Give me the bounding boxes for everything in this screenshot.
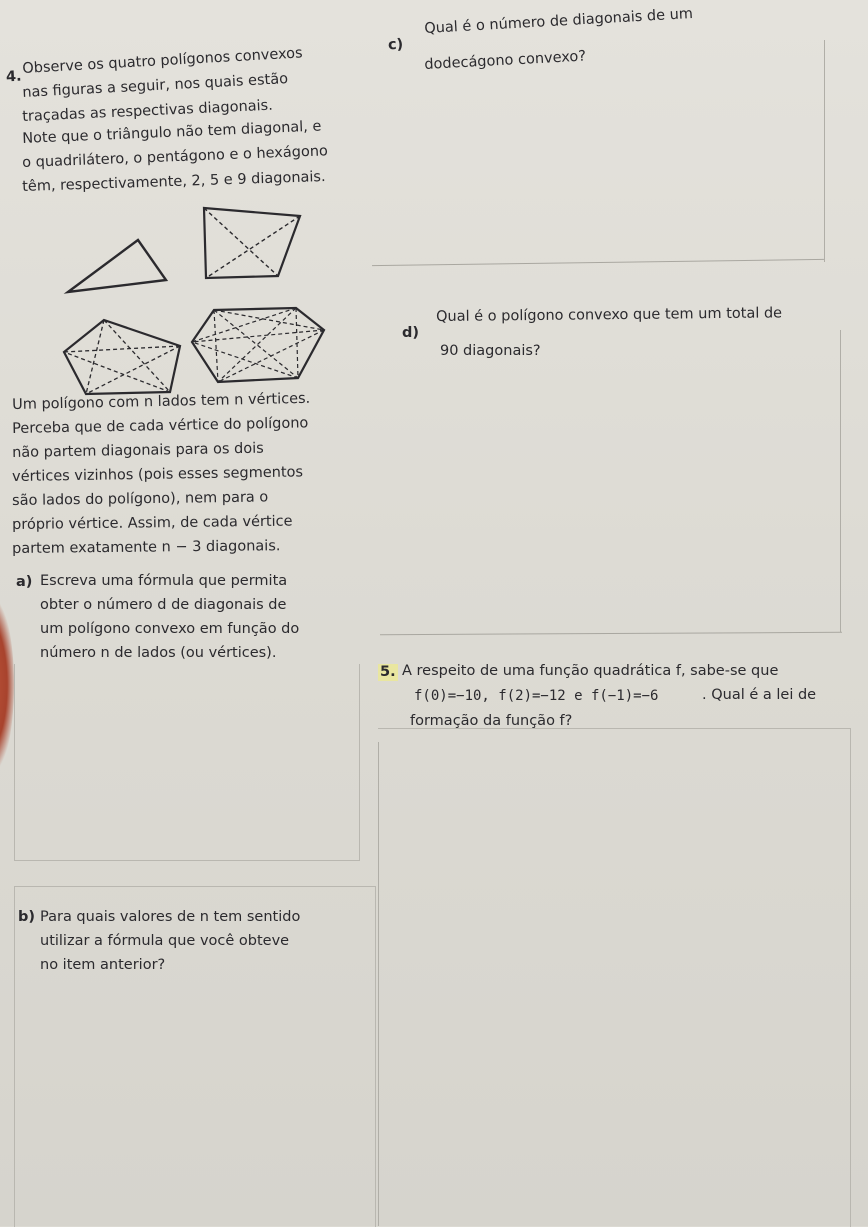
q4-intro-line-1: Observe os quatro polígonos convexos [21,45,303,77]
item-b-line-1: Para quais valores de n tem sentido [40,909,301,925]
item-a-line-4: número n de lados (ou vértices). [40,645,277,661]
item-a-line-1: Escreva uma fórmula que permita [40,573,288,589]
q5-line-1: A respeito de uma função quadrática f, sabe-se que [402,663,779,679]
item-a-answer-area[interactable] [14,664,360,861]
item-a-label: a) [16,574,33,590]
q4-explanation-line-1: Um polígono com n lados tem n vértices. [11,390,311,413]
item-c-label: c) [387,36,404,54]
item-a-line-2: obter o número d de diagonais de [40,597,287,613]
q4-intro-line-6: têm, respectivamente, 2, 5 e 9 diagonais. [21,168,326,195]
q4-intro-line-4: Note que o triângulo não tem diagonal, e [21,118,322,147]
q4-explanation-line-6: próprio vértice. Assim, de cada vértice [11,513,293,533]
finger-shadow [0,595,14,775]
item-d-right-edge [840,330,841,632]
item-d-answer-line [380,632,842,635]
q5-line-2-rest: . Qual é a lei de [702,687,817,703]
q4-explanation-line-5: são lados do polígono), nem para o [11,489,269,509]
item-b-line-3: no item anterior? [40,957,166,973]
item-a-line-3: um polígono convexo em função do [40,621,300,637]
triangle-figure [62,232,172,298]
quadrilateral-figure [198,200,306,286]
q5-left-edge [378,742,379,1226]
q4-number: 4. [5,68,23,86]
item-d-label: d) [402,325,420,341]
q4-intro-line-3: traçadas as respectivas diagonais. [21,97,274,125]
item-b-label: b) [18,909,36,925]
item-d-line-2: 90 diagonais? [440,343,541,359]
item-b-line-2: utilizar a fórmula que você obteve [40,933,290,949]
q5-line-3: formação da função f? [410,713,573,729]
q5-number: 5. [380,664,396,680]
q4-explanation-line-7: partem exatamente n − 3 diagonais. [11,538,281,557]
q5-answer-area[interactable] [378,728,851,1227]
q4-intro-line-2: nas figuras a seguir, nos quais estão [21,71,289,101]
q4-intro-line-5: o quadrilátero, o pentágono e o hexágono [21,143,329,171]
item-c-answer-line [372,259,824,266]
q4-explanation-line-2: Perceba que de cada vértice do polígono [11,415,309,437]
pentagon-figure [60,314,192,398]
item-c-line-1: Qual é o número de diagonais de um [423,5,694,37]
item-c-line-2: dodecágono convexo? [423,48,587,73]
hexagon-figure [188,302,330,388]
item-d-line-1: Qual é o polígono convexo que tem um total de [435,305,783,325]
item-c-right-edge [824,40,825,262]
q5-formula: f(0)=−10, f(2)=−12 e f(−1)=−6 [414,688,659,704]
q4-explanation-line-4: vértices vizinhos (pois esses segmentos [11,464,304,485]
q4-explanation-line-3: não partem diagonais para os dois [11,440,264,461]
